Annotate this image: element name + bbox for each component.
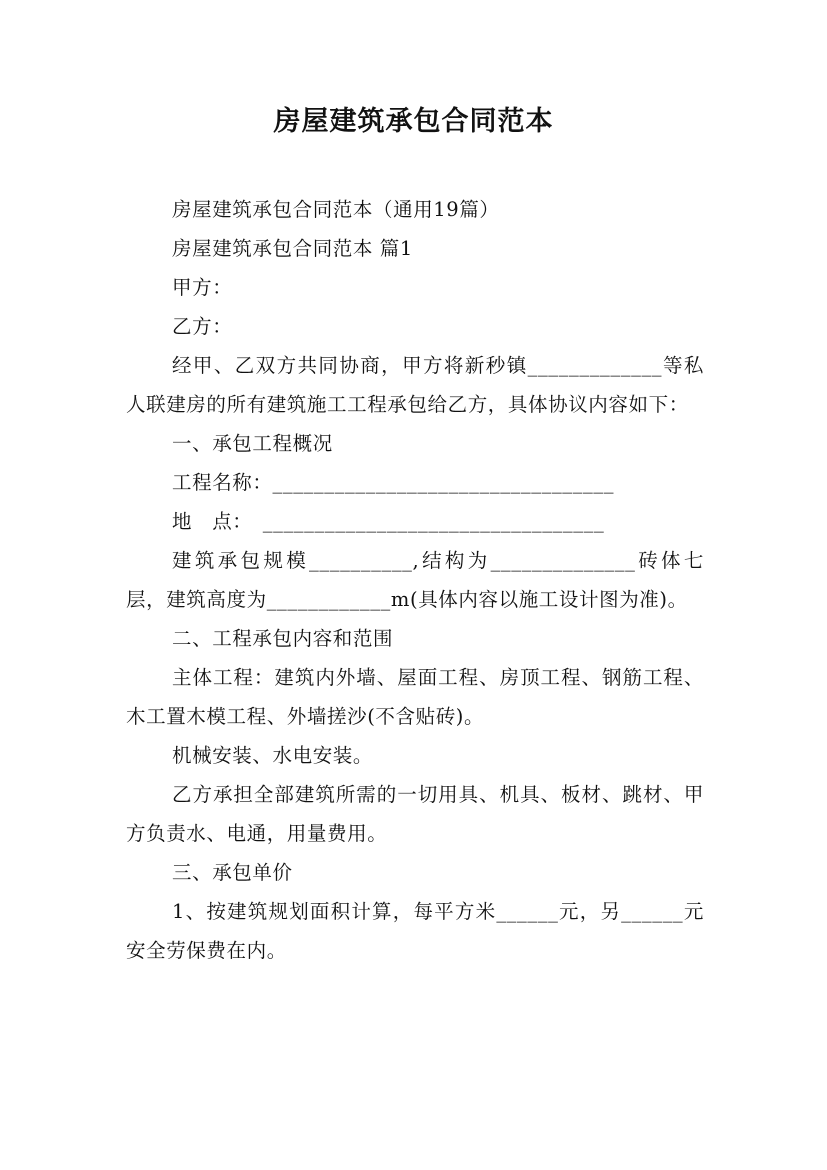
document-title: 房屋建筑承包合同范本 <box>273 106 554 137</box>
paragraph-section-heading: 房屋建筑承包合同范本 篇1 <box>172 237 413 260</box>
paragraph-installation: 机械安装、水电安装。 <box>172 744 374 767</box>
paragraph-party-b: 乙方： <box>172 315 233 338</box>
paragraph-project-name: 工程名称：_________________________________ <box>172 471 615 494</box>
paragraph-main-works: 主体工程：建筑内外墙、屋面工程、房顶工程、钢筋工程、木工置木模工程、外墙搓沙(不含贴砖)。 <box>126 666 704 728</box>
paragraph-heading-1: 一、承包工程概况 <box>172 432 333 455</box>
document-body <box>126 190 704 970</box>
paragraph-scale: 建筑承包规模__________,结构为______________砖体七层，建筑高度为____________m(具体内容以施工设计图为准)。 <box>126 549 704 611</box>
paragraph-party-a: 甲方： <box>172 276 233 299</box>
paragraph-heading-2: 二、工程承包内容和范围 <box>172 627 394 650</box>
paragraph-unit-price: 1、按建筑规划面积计算，每平方米______元，另______元安全劳保费在内。 <box>126 900 704 962</box>
paragraph-intro: 经甲、乙双方共同协商，甲方将新秒镇_____________等私人联建房的所有建筑施工工程承包给乙方，具体协议内容如下： <box>126 354 704 416</box>
paragraph-heading-3: 三、承包单价 <box>172 861 293 884</box>
paragraph-location: 地 点： _________________________________ <box>172 510 605 533</box>
paragraph-subtitle: 房屋建筑承包合同范本（通用19篇） <box>172 198 500 221</box>
paragraph-responsibilities: 乙方承担全部建筑所需的一切用具、机具、板材、跳材、甲方负责水、电通，用量费用。 <box>126 783 704 845</box>
